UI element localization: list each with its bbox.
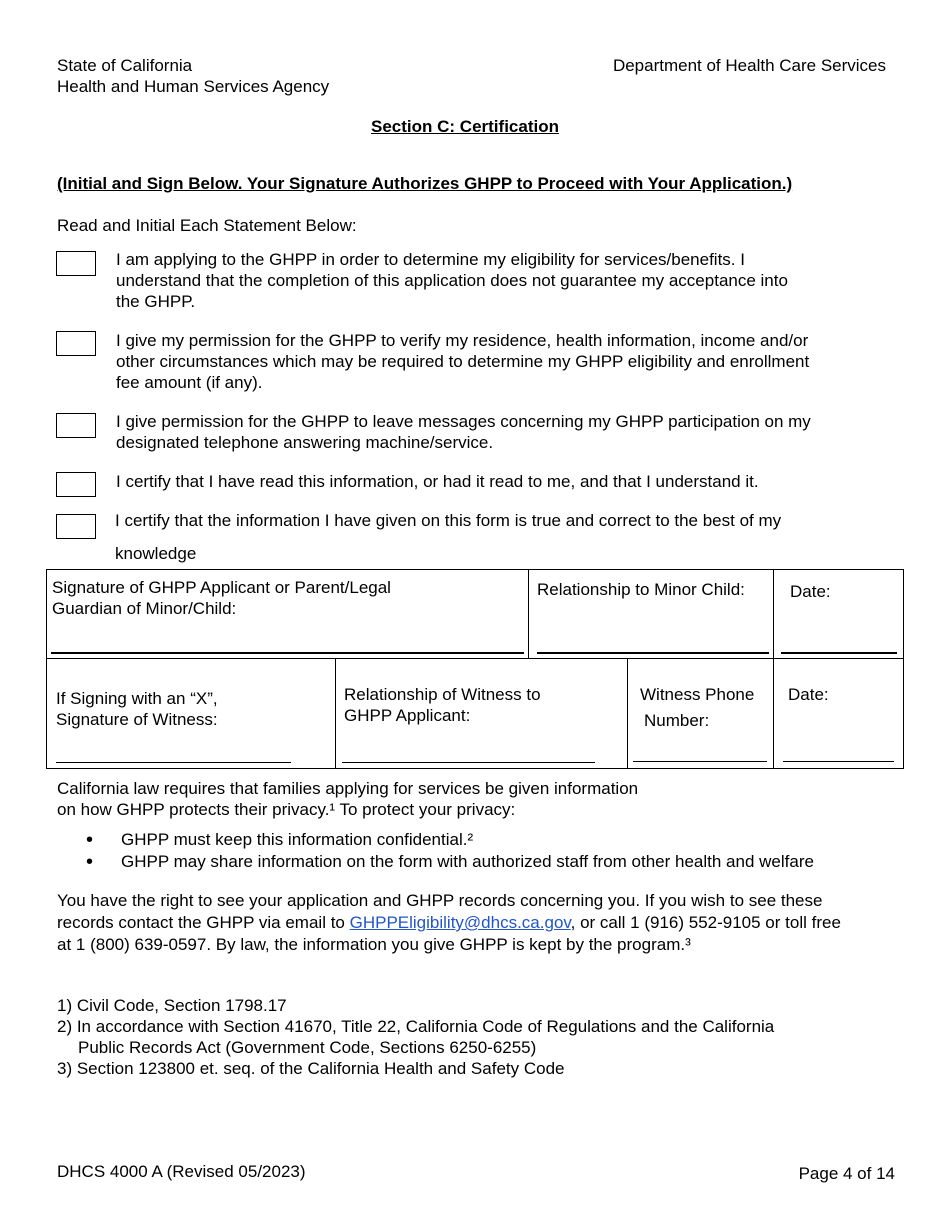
statement-3: I give permission for the GHPP to leave messages concerning my GHPP participation on my designated telephone answering machine/service. [116, 412, 811, 452]
records-rights-paragraph: You have the right to see your application and GHPP records concerning you. If you wish to see these records contact the GHPP via email to GHPPEligibility@dhcs.ca.gov, or call 1 (916) 552-9105 or toll free at 1 (800) 639-0597. By law, the information you give GHPP is kept by the program.³ [57, 891, 841, 954]
applicant-signature-field[interactable] [51, 652, 524, 654]
list-item: • GHPP must keep this information confidential.² [86, 829, 814, 851]
email-link[interactable]: GHPPEligibility@dhcs.ca.gov [349, 913, 571, 932]
form-id: DHCS 4000 A (Revised 05/2023) [57, 1162, 306, 1181]
footnote-3: 3) Section 123800 et. seq. of the California Health and Safety Code [57, 1059, 565, 1078]
footnote-2-continued: Public Records Act (Government Code, Sections 6250-6255) [78, 1038, 537, 1057]
applicant-date-label: Date: [790, 582, 831, 601]
department-label: Department of Health Care Services [612, 56, 886, 75]
statement-1: I am applying to the GHPP in order to determine my eligibility for services/benefits. I understand that the completion of this application does not guarantee my acceptance into the GHPP. [116, 250, 788, 311]
footnote-2: 2) In accordance with Section 41670, Title 22, California Code of Regulations and the California [57, 1017, 775, 1036]
relationship-to-minor-label: Relationship to Minor Child: [537, 580, 745, 599]
agency-header [57, 55, 329, 97]
initial-box-1[interactable] [56, 251, 96, 276]
footnote-1: 1) Civil Code, Section 1798.17 [57, 996, 287, 1015]
witness-relationship-field[interactable] [342, 762, 595, 763]
state-label: State of California [57, 56, 193, 75]
applicant-signature-label: Signature of GHPP Applicant or Parent/Legal Guardian of Minor/Child: [52, 578, 391, 618]
initial-box-4[interactable] [56, 472, 96, 497]
page-number: Page 4 of 14 [798, 1164, 895, 1183]
list-item: • GHPP may share information on the form with authorized staff from other health and welfare [86, 851, 814, 873]
initial-box-3[interactable] [56, 413, 96, 438]
initial-box-2[interactable] [56, 331, 96, 356]
initial-box-5[interactable] [56, 514, 96, 539]
signature-row-applicant [46, 569, 904, 659]
footnotes [57, 995, 774, 1079]
signature-row-witness [46, 658, 904, 769]
witness-phone-label: Witness Phone Number: [640, 685, 755, 730]
signature-instruction: (Initial and Sign Below. Your Signature Authorizes GHPP to Proceed with Your Application.) [57, 174, 793, 193]
statement-4: I certify that I have read this information, or had it read to me, and that I understand it. [116, 472, 759, 491]
witness-phone-field[interactable] [633, 761, 767, 762]
privacy-bullets [86, 829, 814, 873]
section-title: Section C: Certification [371, 117, 559, 136]
privacy-notice: California law requires that families applying for services be given information on how GHPP protects their privacy.¹ To protect your privacy: [57, 779, 639, 819]
statement-2: I give my permission for the GHPP to verify my residence, health information, income and/or other circumstances which may be required to determine my GHPP eligibility and enrollment fee amount (if any). [116, 331, 810, 392]
witness-date-field[interactable] [783, 761, 894, 762]
statement-5: I certify that the information I have given on this form is true and correct to the best of my knowledge [115, 511, 782, 563]
witness-relationship-label: Relationship of Witness to GHPP Applicant: [344, 685, 541, 725]
agency-label: Health and Human Services Agency [57, 77, 330, 96]
witness-signature-field[interactable] [56, 762, 291, 763]
applicant-date-field[interactable] [781, 652, 897, 654]
read-initial-label: Read and Initial Each Statement Below: [57, 216, 357, 235]
relationship-to-minor-field[interactable] [537, 652, 769, 654]
witness-signature-label: If Signing with an “X”, Signature of Witness: [56, 689, 218, 729]
witness-date-label: Date: [788, 685, 829, 704]
